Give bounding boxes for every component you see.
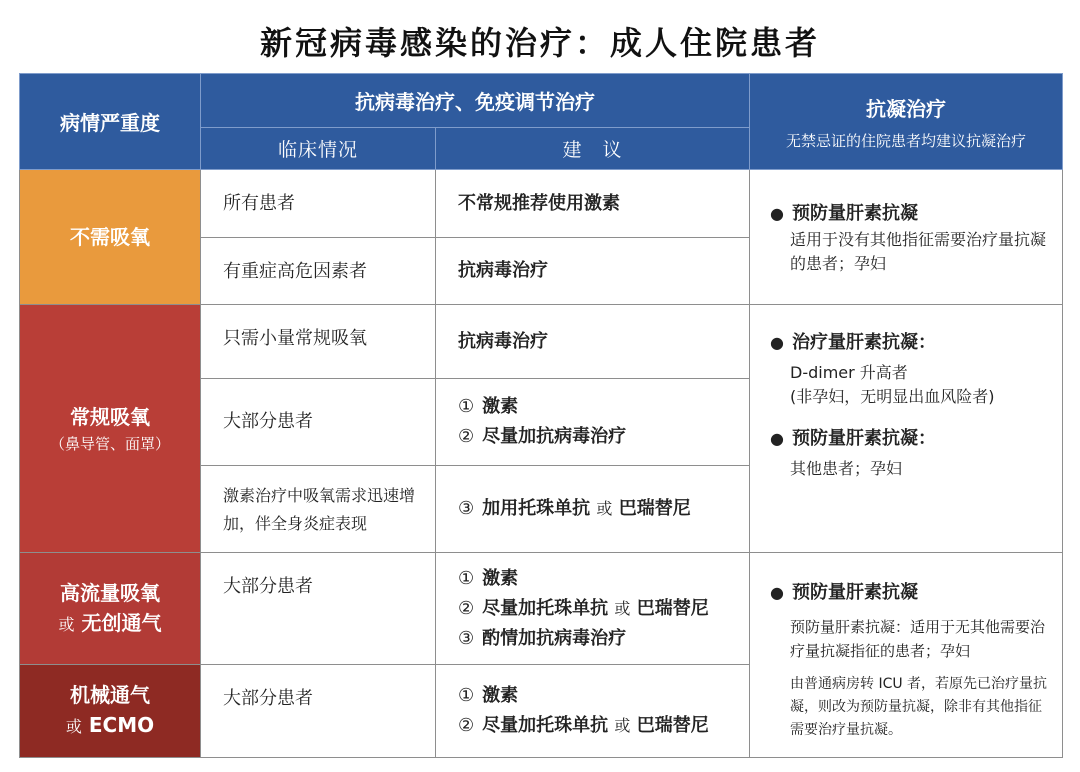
condition-cell: 只需小量常规吸氧 bbox=[201, 305, 436, 379]
condition-cell: 大部分患者 bbox=[201, 665, 436, 758]
header-suggestion: 建 议 bbox=[436, 128, 750, 170]
suggestion-text: 尽量加抗病毒治疗 bbox=[482, 426, 627, 447]
anticoag-title: 预防量肝素抗凝： bbox=[791, 428, 936, 449]
circled-number: ③ bbox=[458, 627, 475, 649]
suggestion-text: 尽量加托珠单抗 bbox=[482, 597, 609, 619]
suggestion-text: 巴瑞替尼 bbox=[636, 597, 709, 619]
severity-no-oxygen: 不需吸氧 bbox=[20, 170, 201, 305]
condition-cell: 激素治疗中吸氧需求迅速增加，伴全身炎症表现 bbox=[201, 466, 436, 553]
anticoag-bullet bbox=[770, 579, 1052, 607]
severity-conventional bbox=[20, 305, 201, 553]
page-title: 新冠病毒感染的治疗：成人住院患者 bbox=[259, 24, 820, 62]
severity-label: 常规吸氧 bbox=[70, 404, 150, 429]
suggestion-text: 激素 bbox=[482, 685, 519, 706]
suggestion-cell bbox=[436, 665, 750, 758]
suggestion-cell: 抗病毒治疗 bbox=[436, 238, 750, 305]
condition-cell: 大部分患者 bbox=[201, 553, 436, 665]
severity-label: 高流量吸氧 bbox=[60, 580, 160, 605]
anticoag-bullet bbox=[770, 425, 1052, 453]
suggestion-text: 加用托珠单抗 bbox=[482, 498, 591, 519]
suggestion-text: 巴瑞替尼 bbox=[636, 715, 709, 736]
table-row bbox=[20, 170, 1063, 238]
suggestion-cell bbox=[436, 553, 750, 665]
circled-number: ② bbox=[458, 715, 475, 736]
anticoag-text: 适用于没有其他指征需要治疗量抗凝的患者；孕妇 bbox=[790, 230, 1047, 273]
severity-high-flow bbox=[20, 553, 201, 665]
bullet-icon: ● bbox=[770, 204, 784, 223]
bullet-icon: ● bbox=[770, 333, 784, 352]
circled-number: ① bbox=[458, 567, 475, 589]
anticoag-text: (非孕妇，无明显出血风险者) bbox=[790, 387, 995, 406]
circled-number: ① bbox=[458, 396, 475, 417]
treatment-table bbox=[19, 73, 1063, 758]
suggestion-cell: 抗病毒治疗 bbox=[436, 305, 750, 379]
suggestion-text: 酌情加抗病毒治疗 bbox=[482, 627, 627, 649]
suggestion-cell bbox=[436, 379, 750, 466]
suggestion-text: 巴瑞替尼 bbox=[618, 498, 691, 519]
suggestion-text: 尽量加托珠单抗 bbox=[482, 715, 609, 736]
anticoag-severe bbox=[750, 553, 1063, 758]
circled-number: ② bbox=[458, 426, 475, 447]
anticoag-conventional bbox=[750, 305, 1063, 553]
or-text: 或 bbox=[596, 499, 613, 518]
or-text: 或 bbox=[58, 614, 75, 634]
condition-cell: 所有患者 bbox=[201, 170, 436, 238]
anticoag-title: 预防量肝素抗凝 bbox=[791, 582, 918, 603]
severity-label: ECMO bbox=[88, 713, 155, 737]
anticoag-title: 治疗量肝素抗凝： bbox=[791, 332, 936, 353]
anticoag-text: 由普通病房转 ICU 者，若原先已治疗量抗凝，则改为预防量抗凝，除非有其他指征需要治疗量抗凝。 bbox=[790, 676, 1048, 738]
or-text: 或 bbox=[614, 716, 631, 735]
anticoag-bullet bbox=[770, 200, 1052, 228]
severity-sublabel: （鼻导管、面罩） bbox=[49, 434, 170, 453]
suggestion-cell bbox=[436, 466, 750, 553]
circled-number: ③ bbox=[458, 498, 475, 519]
header-antiviral: 抗病毒治疗、免疫调节治疗 bbox=[201, 74, 750, 128]
circled-number: ② bbox=[458, 597, 475, 619]
condition-cell: 大部分患者 bbox=[201, 379, 436, 466]
anticoag-text: 其他患者；孕妇 bbox=[790, 459, 903, 478]
severity-mechanical bbox=[20, 665, 201, 758]
circled-number: ① bbox=[458, 685, 475, 706]
header-clinical: 临床情况 bbox=[201, 128, 436, 170]
severity-label: 无创通气 bbox=[81, 610, 162, 635]
anticoag-text: 预防量肝素抗凝：适用于无其他需要治疗量抗凝指征的患者；孕妇 bbox=[790, 618, 1046, 660]
condition-cell: 有重症高危因素者 bbox=[201, 238, 436, 305]
anticoag-bullet bbox=[770, 329, 1052, 357]
table-row bbox=[20, 305, 1063, 379]
table-row bbox=[20, 553, 1063, 665]
suggestion-cell: 不常规推荐使用激素 bbox=[436, 170, 750, 238]
header-anticoag-note: 无禁忌证的住院患者均建议抗凝治疗 bbox=[785, 131, 1026, 150]
anticoag-text: D-dimer 升高者 bbox=[790, 363, 908, 382]
header-anticoag: 抗凝治疗 bbox=[866, 96, 946, 121]
header-severity: 病情严重度 bbox=[20, 74, 201, 170]
suggestion-text: 激素 bbox=[482, 396, 519, 417]
or-text: 或 bbox=[65, 717, 82, 736]
severity-label: 机械通气 bbox=[70, 683, 150, 707]
bullet-icon: ● bbox=[770, 583, 784, 602]
anticoag-no-oxygen bbox=[750, 170, 1063, 305]
suggestion-text: 激素 bbox=[482, 567, 519, 589]
anticoag-title: 预防量肝素抗凝 bbox=[791, 203, 918, 224]
bullet-icon: ● bbox=[770, 429, 784, 448]
header-anticoag-cell bbox=[750, 74, 1063, 170]
or-text: 或 bbox=[614, 598, 631, 618]
